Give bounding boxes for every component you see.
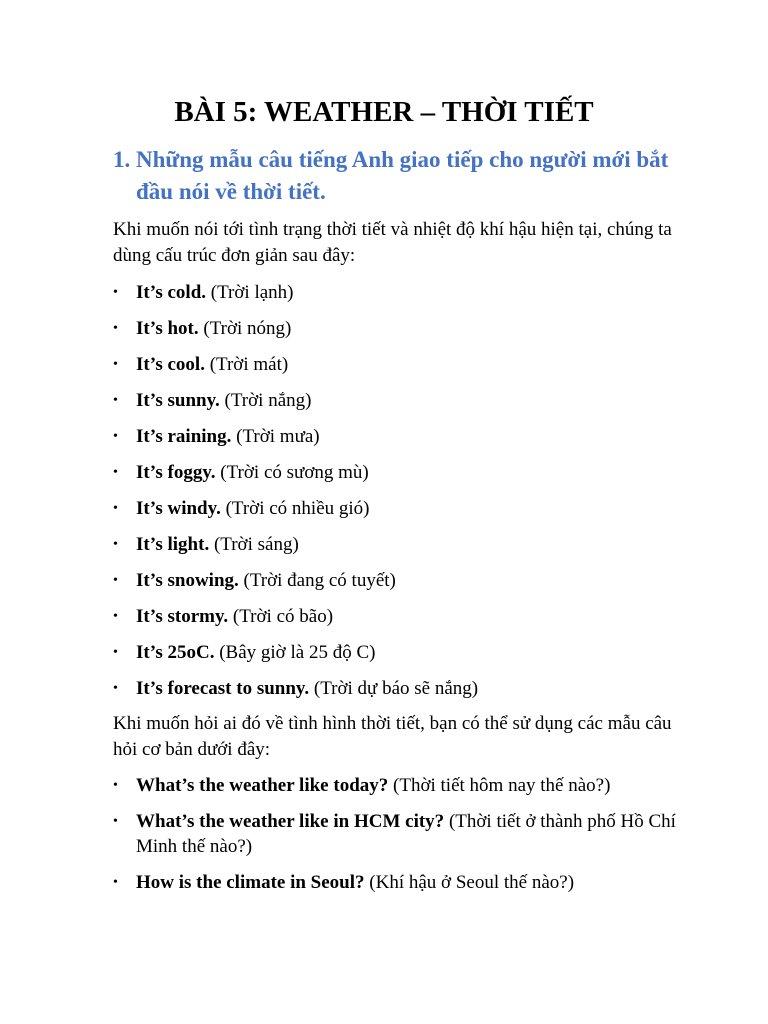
section-heading (113, 144, 693, 208)
english-phrase: It’s light. (136, 534, 210, 555)
bullet-icon: • (113, 429, 118, 444)
english-phrase: It’s stormy. (136, 606, 229, 627)
bullet-icon: • (113, 778, 118, 793)
english-phrase: It’s hot. (136, 318, 199, 339)
vietnamese-translation: (Trời có nhiều gió) (220, 498, 370, 519)
english-phrase: It’s raining. (136, 426, 232, 447)
vietnamese-translation: (Trời sáng) (209, 534, 299, 555)
english-question: What’s the weather like today? (136, 775, 389, 796)
bullet-icon: • (113, 285, 118, 300)
bullet-icon: • (113, 357, 118, 372)
page-title: BÀI 5: WEATHER – THỜI TIẾT (174, 96, 594, 128)
list-item (113, 532, 688, 557)
vietnamese-translation: (Trời lạnh) (206, 282, 294, 303)
english-phrase: It’s cold. (136, 282, 207, 303)
list-item (113, 388, 688, 413)
bullet-icon: • (113, 681, 118, 696)
bullet-icon: • (113, 537, 118, 552)
english-phrase: It’s sunny. (136, 390, 220, 411)
english-phrase: It’s windy. (136, 498, 221, 519)
vietnamese-translation: (Trời có bão) (228, 606, 334, 627)
bullet-icon: • (113, 393, 118, 408)
list-item (113, 460, 688, 485)
vietnamese-translation: (Trời đang có tuyết) (238, 570, 396, 591)
bullet-icon: • (113, 321, 118, 336)
list-item (113, 316, 688, 341)
bullet-icon: • (113, 875, 118, 890)
bullet-icon: • (113, 814, 118, 829)
vietnamese-translation: (Bây giờ là 25 độ C) (214, 642, 376, 663)
vietnamese-translation: (Trời mát) (204, 354, 289, 375)
weather-statements-list (113, 280, 688, 712)
intro-paragraph-questions: Khi muốn hỏi ai đó về tình hình thời tiết, bạn có thể sử dụng các mẫu câu hỏi cơ bản dưới đây: (113, 713, 672, 760)
english-phrase: It’s 25oC. (136, 642, 215, 663)
section-number: 1. (113, 147, 131, 172)
bullet-icon: • (113, 465, 118, 480)
list-item (113, 280, 688, 305)
vietnamese-translation: (Trời nóng) (198, 318, 292, 339)
bullet-icon: • (113, 573, 118, 588)
section-heading-text: Những mẫu câu tiếng Anh giao tiếp cho người mới bắt đầu nói về thời tiết. (136, 147, 669, 204)
list-item (113, 870, 688, 895)
bullet-icon: • (113, 609, 118, 624)
vietnamese-translation: (Thời tiết ở thành phố Hồ Chí Minh thế nào?) (136, 811, 676, 857)
vietnamese-translation: (Trời nắng) (219, 390, 312, 411)
list-item (113, 676, 688, 701)
list-item (113, 352, 688, 377)
list-item (113, 809, 688, 859)
english-phrase: It’s snowing. (136, 570, 239, 591)
intro-paragraph-statements: Khi muốn nói tới tình trạng thời tiết và nhiệt độ khí hậu hiện tại, chúng ta dùng cấu trúc đơn giản sau đây: (113, 219, 672, 266)
list-item (113, 496, 688, 521)
bullet-icon: • (113, 645, 118, 660)
list-item (113, 773, 688, 798)
list-item (113, 604, 688, 629)
english-question: What’s the weather like in HCM city? (136, 811, 445, 832)
vietnamese-translation: (Trời có sương mù) (215, 462, 369, 483)
list-item (113, 424, 688, 449)
vietnamese-translation: (Thời tiết hôm nay thế nào?) (388, 775, 611, 796)
weather-questions-list (113, 773, 688, 906)
vietnamese-translation: (Trời dự báo sẽ nắng) (309, 678, 479, 699)
english-question: How is the climate in Seoul? (136, 872, 365, 893)
english-phrase: It’s cool. (136, 354, 205, 375)
english-phrase: It’s foggy. (136, 462, 216, 483)
vietnamese-translation: (Khí hậu ở Seoul thế nào?) (364, 872, 575, 893)
bullet-icon: • (113, 501, 118, 516)
vietnamese-translation: (Trời mưa) (231, 426, 320, 447)
list-item (113, 568, 688, 593)
english-phrase: It’s forecast to sunny. (136, 678, 310, 699)
list-item (113, 640, 688, 665)
